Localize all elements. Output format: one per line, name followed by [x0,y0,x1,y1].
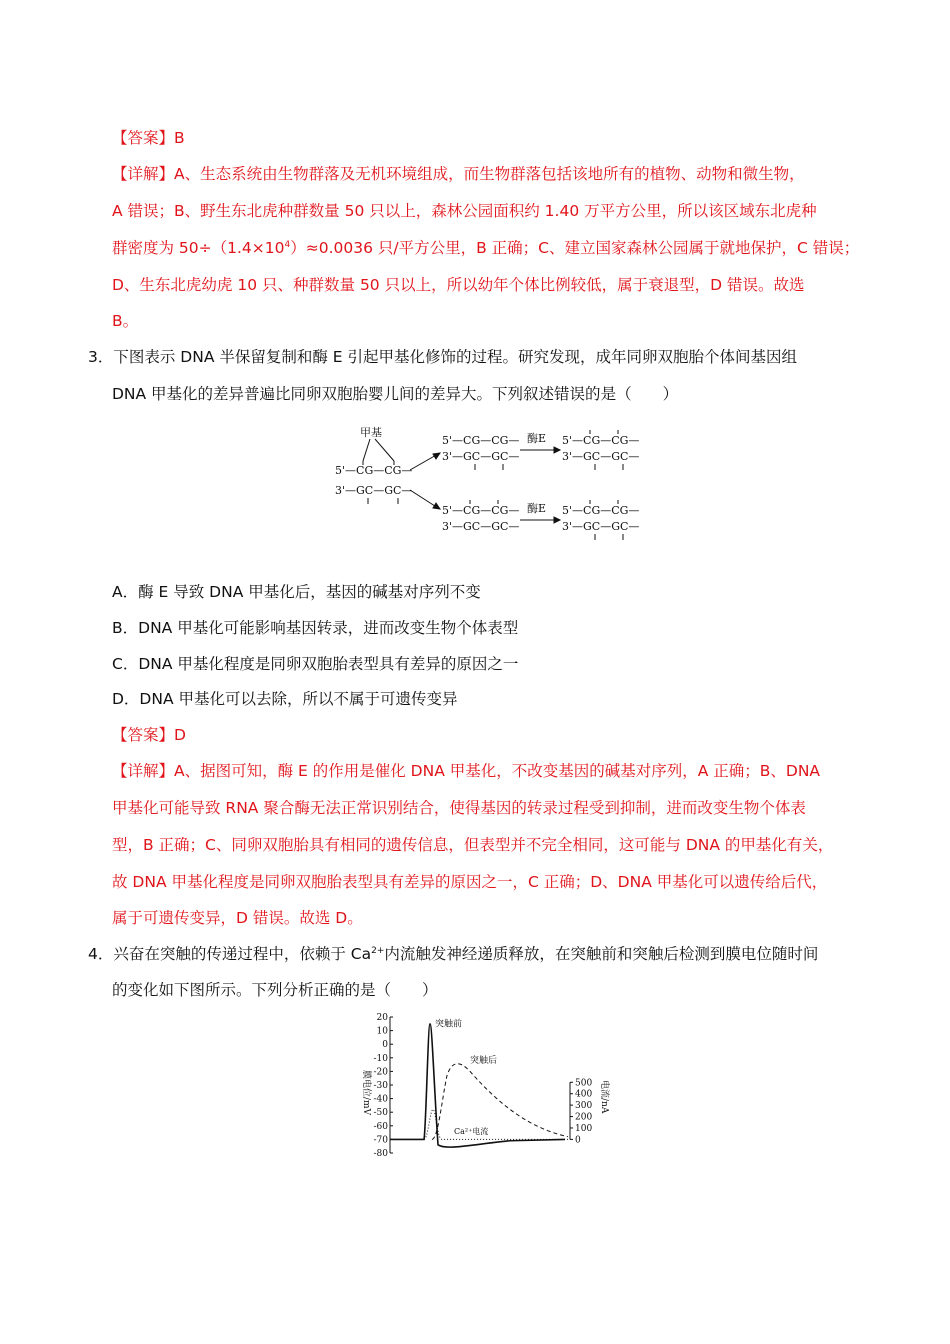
q2-detail-line-2: A 错误；B、野生东北虎种群数量 50 只以上，森林公园面积约 1.40 万平方公里，所以该区域东北虎种 [112,202,817,220]
mid-top-strand-bottom: 3'—GC—GC— [442,450,520,463]
q3-stem-line-2: DNA 甲基化的差异普遍比同卵双胞胎婴儿间的差异大。下列叙述错误的是（ ） [112,385,679,403]
dna-methylation-figure [330,420,650,545]
left-tick-label: 0 [382,1040,388,1051]
ca-current-label: Ca²⁺电流 [454,1126,489,1136]
q2-detail-line-3 [112,238,859,258]
postsynaptic-label: 突触后 [470,1056,498,1067]
enzyme-label-top: 酶E [527,432,547,445]
q3-option-b: B．DNA 甲基化可能影响基因转录，进而改变生物个体表型 [112,619,519,637]
left-tick-label: -40 [373,1094,388,1105]
q2-detail-line-1: 【详解】A、生态系统由生物群落及无机环境组成，而生物群落包括该地所有的植物、动物和微生物， [112,165,805,183]
left-tick-label: -30 [373,1081,388,1091]
postsynaptic-curve [432,1064,568,1140]
presynaptic-label: 突触前 [435,1019,463,1030]
q3-detail-line-4: 故 DNA 甲基化程度是同卵双胞胎表型具有差异的原因之一，C 正确；D、DNA 甲基化可以遗传给后代， [112,873,828,891]
ca-current-curve [424,1109,568,1139]
q2-detail-line-4: D、生东北虎幼虎 10 只、种群数量 50 只以上，所以幼年个体比例较低，属于衰退型，D 错误。故选 [112,276,805,294]
q3-option-c: C．DNA 甲基化程度是同卵双胞胎表型具有差异的原因之一 [112,655,519,673]
q3-option-a: A．酶 E 导致 DNA 甲基化后，基因的碱基对序列不变 [112,583,481,601]
q3-detail-line-2: 甲基化可能导致 RNA 聚合酶无法正常识别结合，使得基因的转录过程受到抑制，进而改变生物个体表 [112,799,806,817]
q3-detail-line-3: 型，B 正确；C、同卵双胞胎具有相同的遗传信息，但表型并不完全相同，这可能与 DNA 的甲基化有关， [112,836,834,854]
q2-detail-line-5: B。 [112,312,139,330]
left-strand-top: 5'—CG—CG— [335,464,413,477]
left-tick-label: 10 [376,1026,388,1037]
mid-bottom-strand-bottom: 3'—GC—GC— [442,520,520,533]
left-tick-label: -20 [373,1067,388,1078]
q3-stem-line-1: 3．下图表示 DNA 半保留复制和酶 E 引起甲基化修饰的过程。研究发现，成年同卵双胞胎个体间基因组 [88,348,797,366]
q4-stem-pre: 4．兴奋在突触的传递过程中，依赖于 Ca [88,945,372,963]
right-top-strand-top: 5'—CG—CG— [562,434,640,447]
q3-answer: 【答案】D [112,726,186,744]
right-tick-label: 200 [575,1112,593,1123]
enzyme-label-bottom: 酶E [527,502,547,515]
right-tick-label: 400 [575,1089,593,1100]
right-bottom-strand-bottom: 3'—GC—GC— [562,520,640,533]
q3-option-d: D．DNA 甲基化可以去除，所以不属于可遗传变异 [112,690,458,708]
q2-answer: 【答案】B [112,129,185,147]
right-tick-label: 500 [575,1078,593,1089]
left-tick-label: -60 [373,1121,388,1132]
q4-stem-sup: 2+ [371,946,385,956]
q2-density-pre: 群密度为 50÷（1.4×10 [112,239,285,257]
q3-detail-line-5: 属于可遗传变异，D 错误。故选 D。 [112,909,363,927]
right-tick-label: 300 [575,1101,593,1112]
q2-density-post: ）≈0.0036 只/平方公里，B 正确；C、建立国家森林公园属于就地保护，C 错误； [290,239,860,257]
mid-bottom-strand-top: 5'—CG—CG— [442,504,520,517]
methyl-label: 甲基 [360,426,382,439]
left-tick-label: 20 [376,1013,388,1023]
right-tick-label: 0 [575,1135,581,1146]
right-bottom-strand-top: 5'—CG—CG— [562,504,640,517]
right-top-strand-bottom: 3'—GC—GC— [562,450,640,463]
left-tick-label: -50 [373,1108,388,1119]
q2-density-sup: 4 [284,240,291,250]
q4-stem-line-1 [88,944,818,964]
right-tick-label: 100 [575,1123,593,1134]
membrane-potential-chart [350,1010,620,1160]
mid-top-strand-top: 5'—CG—CG— [442,434,520,447]
right-axis-title: 电流/nA [599,1080,609,1114]
left-tick-label: -70 [373,1135,388,1146]
left-tick-label: -10 [373,1053,388,1064]
left-strand-bottom: 3'—GC—GC— [335,484,413,497]
left-axis-title: 膜电位/mV [361,1070,371,1116]
left-tick-label: -80 [373,1149,388,1159]
q3-detail-line-1: 【详解】A、据图可知，酶 E 的作用是催化 DNA 甲基化，不改变基因的碱基对序列，A 正确；B、DNA [112,762,821,780]
q4-stem-post: 内流触发神经递质释放，在突触前和突触后检测到膜电位随时间 [384,945,819,963]
q4-stem-line-2: 的变化如下图所示。下列分析正确的是（ ） [112,981,438,999]
